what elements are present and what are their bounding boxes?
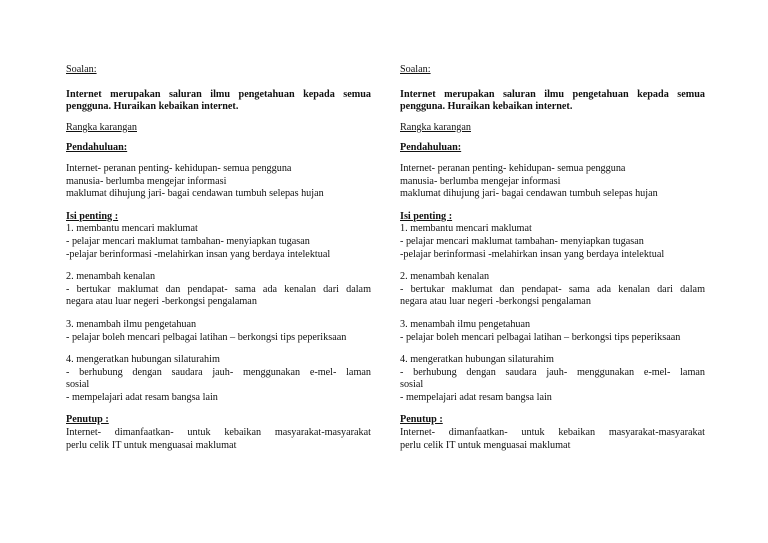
rangka-label: Rangka karangan [66, 121, 137, 133]
penutup-line: perlu celik IT untuk menguasai maklumat [400, 439, 571, 451]
soalan-label: Soalan: [400, 64, 431, 75]
point-title: 1. membantu mencari maklumat [400, 223, 532, 235]
point-line: sosial [400, 379, 424, 391]
point-line: - pelajar boleh mencari pelbagai latihan – berkongsi tips peperiksaan [400, 331, 681, 343]
point-line: - berhubung dengan saudara jauh- menggunakan e-mel- laman [400, 366, 705, 378]
point-line: - berhubung dengan saudara jauh- menggunakan e-mel- laman [66, 366, 371, 378]
essay-outline-left [66, 64, 371, 452]
rangka-label: Rangka karangan [400, 121, 471, 133]
point-line: - bertukar maklumat dan pendapat- sama ada kenalan dari dalam [66, 283, 371, 295]
isi-penting-heading: Isi penting : [400, 210, 453, 222]
point-line: -pelajar berinformasi -melahirkan insan yang berdaya intelektual [66, 248, 331, 260]
point-title: 2. menambah kenalan [400, 271, 490, 283]
penutup-line: Internet- dimanfaatkan- untuk kebaikan masyarakat-masyarakat [400, 427, 705, 439]
question-line-2: pengguna. Huraikan kebaikan internet. [66, 101, 239, 113]
point-line: - pelajar mencari maklumat tambahan- menyiapkan tugasan [66, 235, 310, 247]
pendahuluan-line: Internet- peranan penting- kehidupan- semua pengguna [400, 162, 626, 174]
pendahuluan-line: maklumat dihujung jari- bagai cendawan tumbuh selepas hujan [400, 188, 658, 200]
essay-outline-right [400, 64, 705, 452]
question-line-1: Internet merupakan saluran ilmu pengetahuan kepada semua [400, 88, 705, 100]
question-line-1: Internet merupakan saluran ilmu pengetahuan kepada semua [66, 88, 371, 100]
point-title: 2. menambah kenalan [66, 271, 156, 283]
point-line: - bertukar maklumat dan pendapat- sama ada kenalan dari dalam [400, 283, 705, 295]
pendahuluan-heading: Pendahuluan: [66, 142, 128, 154]
isi-penting-heading: Isi penting : [66, 210, 119, 222]
penutup-heading: Penutup : [400, 414, 443, 426]
point-line: - mempelajari adat resam bangsa lain [66, 391, 218, 403]
pendahuluan-line: manusia- berlumba mengejar informasi [66, 175, 227, 187]
point-line: negara atau luar negeri -berkongsi pengalaman [66, 296, 257, 308]
point-title: 3. menambah ilmu pengetahuan [66, 318, 197, 330]
point-title: 4. mengeratkan hubungan silaturahim [66, 354, 220, 366]
penutup-heading: Penutup : [66, 414, 109, 426]
soalan-label: Soalan: [66, 64, 97, 75]
point-line: - mempelajari adat resam bangsa lain [400, 391, 552, 403]
pendahuluan-line: maklumat dihujung jari- bagai cendawan tumbuh selepas hujan [66, 188, 324, 200]
point-line: sosial [66, 379, 90, 391]
question-line-2: pengguna. Huraikan kebaikan internet. [400, 101, 573, 113]
point-line: - pelajar boleh mencari pelbagai latihan – berkongsi tips peperiksaan [66, 331, 347, 343]
pendahuluan-line: manusia- berlumba mengejar informasi [400, 175, 561, 187]
point-line: -pelajar berinformasi -melahirkan insan yang berdaya intelektual [400, 248, 665, 260]
pendahuluan-line: Internet- peranan penting- kehidupan- semua pengguna [66, 162, 292, 174]
penutup-line: Internet- dimanfaatkan- untuk kebaikan masyarakat-masyarakat [66, 427, 371, 439]
pendahuluan-heading: Pendahuluan: [400, 142, 462, 154]
point-line: negara atau luar negeri -berkongsi pengalaman [400, 296, 591, 308]
point-title: 4. mengeratkan hubungan silaturahim [400, 354, 554, 366]
point-title: 3. menambah ilmu pengetahuan [400, 318, 531, 330]
penutup-line: perlu celik IT untuk menguasai maklumat [66, 439, 237, 451]
point-line: - pelajar mencari maklumat tambahan- menyiapkan tugasan [400, 235, 644, 247]
point-title: 1. membantu mencari maklumat [66, 223, 198, 235]
